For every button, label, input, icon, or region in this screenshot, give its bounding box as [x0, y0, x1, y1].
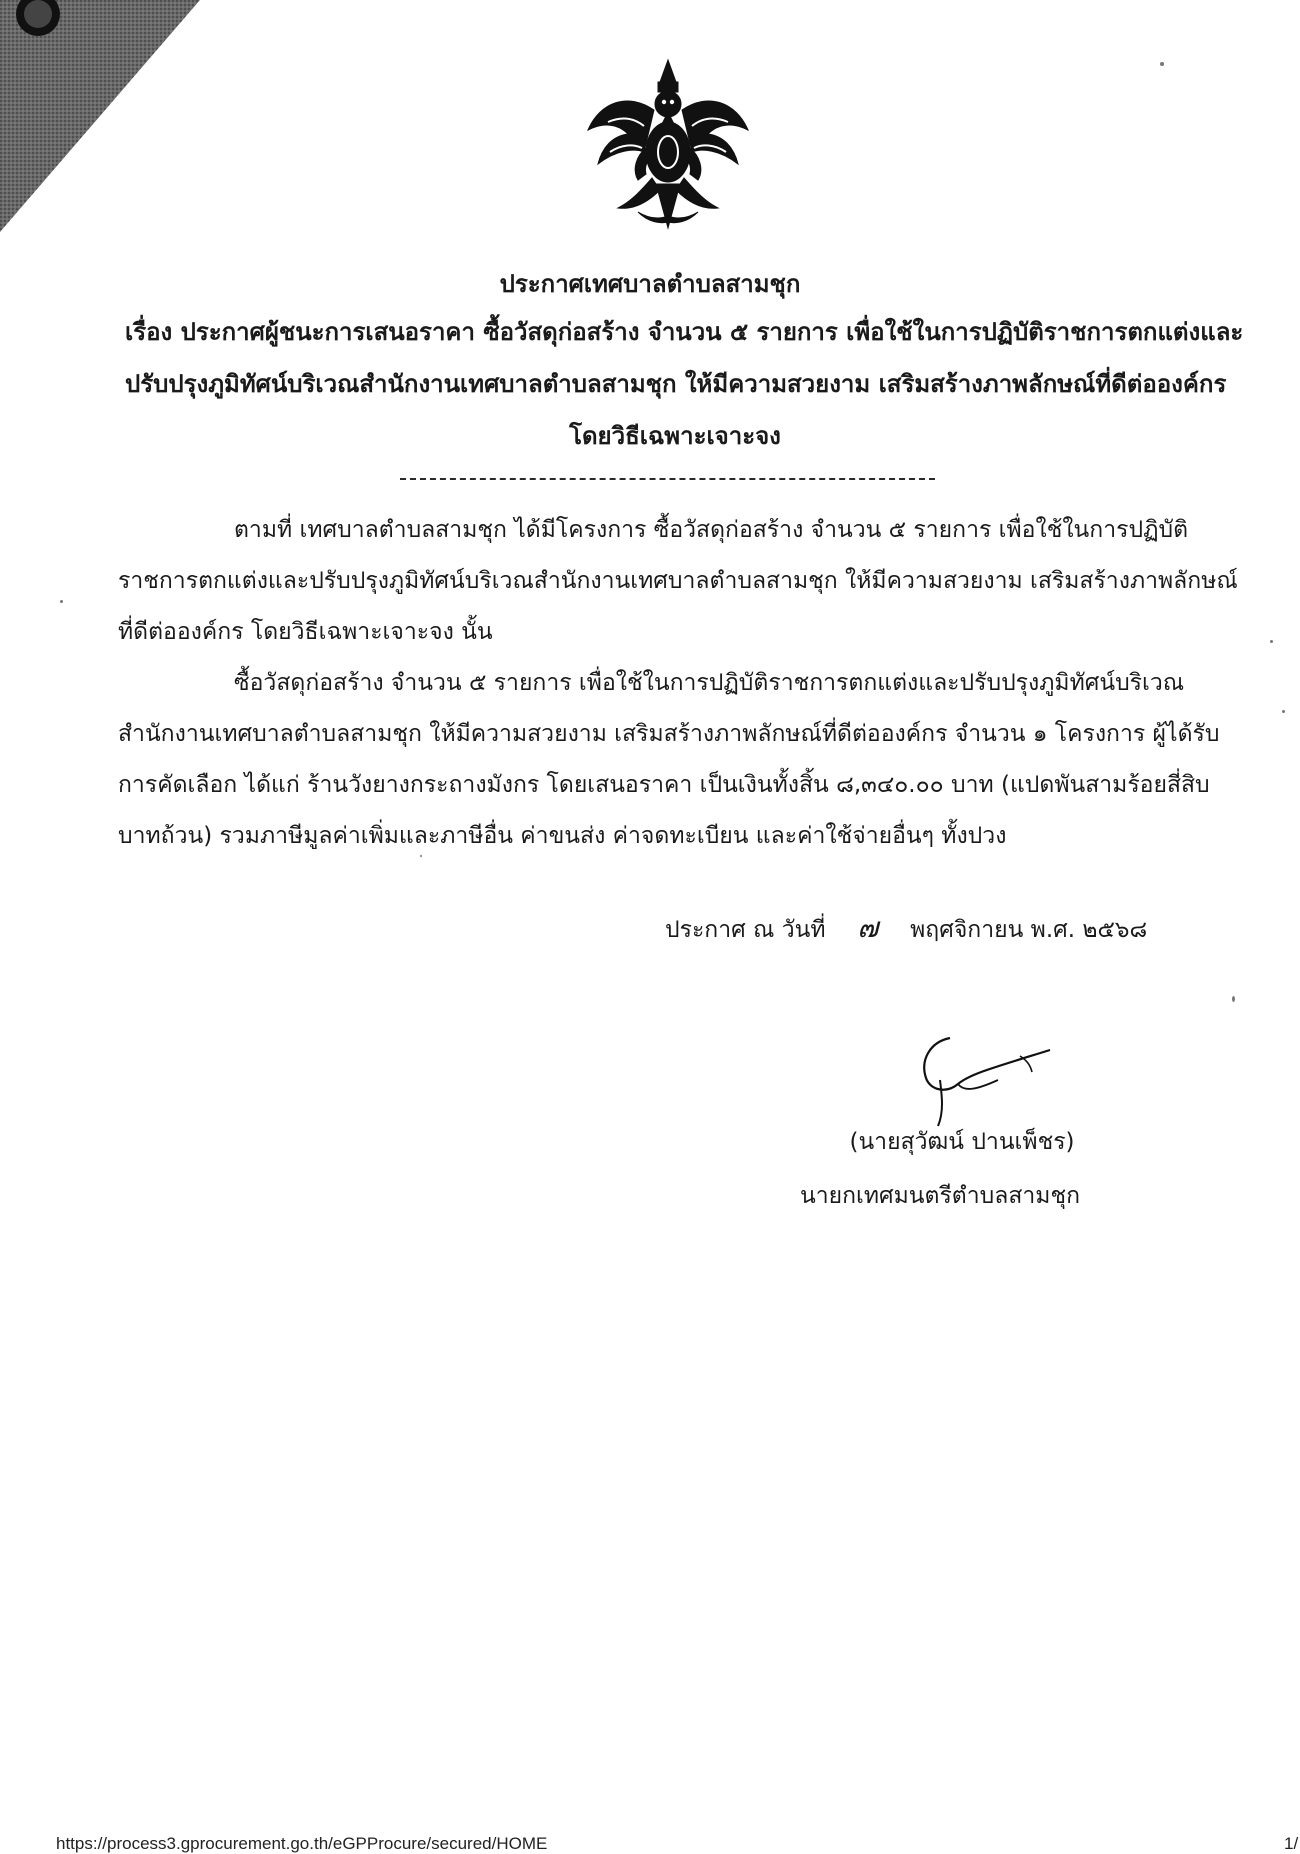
office-stamp [0, 0, 240, 240]
paragraph-1-line: ตามที่ เทศบาลตำบลสามชุก ได้มีโครงการ ซื้อวัสดุก่อสร้าง จำนวน ๕ รายการ เพื่อใช้ในการปฏิบัติ [234, 517, 1189, 543]
footer-page-number: 1/ [1284, 1834, 1299, 1853]
paragraph-2-line: การคัดเลือก ได้แก่ ร้านวังยางกระถางมังกร โดยเสนอราคา เป็นเงินทั้งสิ้น ๘,๓๔๐.๐๐ บาท (แปดพันสามร้อยสี่สิบ [118, 772, 1210, 798]
scan-speck [420, 855, 422, 857]
signatory-name: (นายสุวัฒน์ ปานเพ็ชร) [849, 1129, 1075, 1155]
announcement-date [665, 906, 1185, 950]
paragraph-2-line: ซื้อวัสดุก่อสร้าง จำนวน ๕ รายการ เพื่อใช้ในการปฏิบัติราชการตกแต่งและปรับปรุงภูมิทัศน์บริเวณ [234, 670, 1185, 696]
handwritten-signature-icon [880, 1020, 1060, 1130]
announcement-title: ประกาศเทศบาลตำบลสามชุก [499, 269, 801, 298]
subject-line: ปรับปรุงภูมิทัศน์บริเวณสำนักงานเทศบาลตำบลสามชุก ให้มีความสวยงาม เสริมสร้างภาพลักษณ์ที่ดีต่อองค์กร [125, 369, 1227, 398]
announcement-body [118, 505, 1238, 862]
paragraph-2-line: บาทถ้วน) รวมภาษีมูลค่าเพิ่มและภาษีอื่น ค่าขนส่ง ค่าจดทะเบียน และค่าใช้จ่ายอื่นๆ ทั้งปวง [118, 823, 1007, 849]
stamp-graphic [0, 0, 240, 240]
footer-url: https://process3.gprocurement.go.th/eGPProcure/secured/HOME [56, 1834, 548, 1853]
date-month-year: พฤศจิกายน พ.ศ. ๒๕๖๘ [910, 917, 1148, 943]
date-prefix: ประกาศ ณ วันที่ [665, 917, 826, 943]
announcement-subject [125, 306, 1244, 462]
scan-speck [1282, 710, 1285, 713]
garuda-emblem-icon [578, 52, 758, 232]
signatory-position: นายกเทศมนตรีตำบลสามชุก [799, 1183, 1081, 1209]
subject-line: เรื่อง ประกาศผู้ชนะการเสนอราคา ซื้อวัสดุก่อสร้าง จำนวน ๕ รายการ เพื่อใช้ในการปฏิบัติราชการตกแต่งและ [125, 317, 1244, 346]
paragraph-1-line: ที่ดีต่อองค์กร โดยวิธีเฉพาะเจาะจง นั้น [118, 619, 493, 645]
subject-line: โดยวิธีเฉพาะเจาะจง [569, 421, 781, 450]
scan-speck [1270, 640, 1273, 643]
date-day-handwritten: ๗ [857, 911, 879, 944]
scan-speck [1160, 62, 1164, 66]
separator-rule [400, 478, 935, 480]
scan-speck [60, 600, 63, 603]
scan-speck [1232, 996, 1235, 1002]
paragraph-2-line: สำนักงานเทศบาลตำบลสามชุก ให้มีความสวยงาม เสริมสร้างภาพลักษณ์ที่ดีต่อองค์กร จำนวน ๑ โครงการ ผู้ได้รับ [118, 721, 1220, 747]
paragraph-1-line: ราชการตกแต่งและปรับปรุงภูมิทัศน์บริเวณสำนักงานเทศบาลตำบลสามชุก ให้มีความสวยงาม เสริมสร้างภาพลักษณ์ [118, 568, 1238, 594]
